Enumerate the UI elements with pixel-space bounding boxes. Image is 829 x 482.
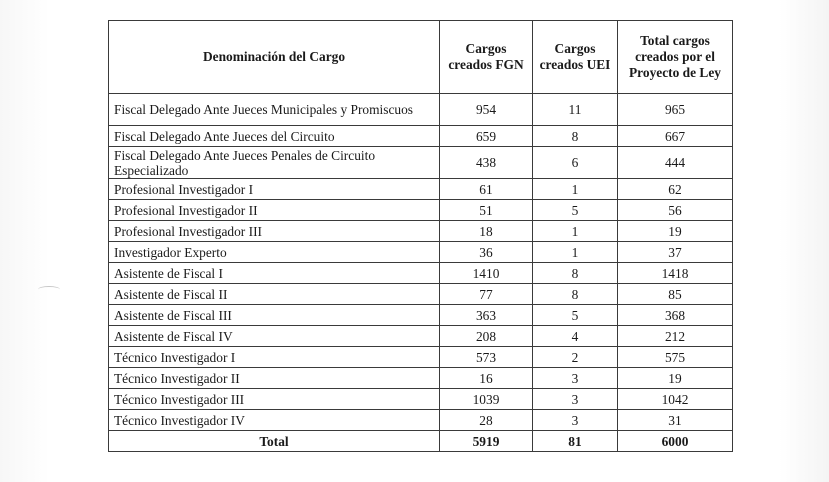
total-total: 6000 bbox=[618, 431, 733, 452]
table-row bbox=[109, 389, 733, 410]
cell-denominacion: Fiscal Delegado Ante Jueces Penales de Circuito Especializado bbox=[109, 147, 440, 179]
table-header-row bbox=[109, 21, 733, 94]
total-uei: 81 bbox=[533, 431, 618, 452]
cell-cargos-fgn: 438 bbox=[440, 147, 533, 179]
cell-denominacion: Profesional Investigador II bbox=[109, 200, 440, 221]
cell-total-cargos: 19 bbox=[618, 368, 733, 389]
cell-cargos-uei: 8 bbox=[533, 284, 618, 305]
cell-total-cargos: 1418 bbox=[618, 263, 733, 284]
table-row bbox=[109, 305, 733, 326]
cell-total-cargos: 31 bbox=[618, 410, 733, 431]
cell-cargos-fgn: 954 bbox=[440, 94, 533, 126]
cell-cargos-uei: 1 bbox=[533, 242, 618, 263]
cell-cargos-uei: 3 bbox=[533, 410, 618, 431]
cell-cargos-uei: 1 bbox=[533, 221, 618, 242]
cell-cargos-uei: 4 bbox=[533, 326, 618, 347]
cell-cargos-fgn: 61 bbox=[440, 179, 533, 200]
header-denominacion: Denominación del Cargo bbox=[109, 21, 440, 94]
cell-total-cargos: 368 bbox=[618, 305, 733, 326]
cell-denominacion: Técnico Investigador IV bbox=[109, 410, 440, 431]
cargos-table bbox=[108, 20, 733, 452]
cell-total-cargos: 19 bbox=[618, 221, 733, 242]
table-row bbox=[109, 179, 733, 200]
cell-cargos-uei: 2 bbox=[533, 347, 618, 368]
header-total-cargos: Total cargos creados por el Proyecto de Ley bbox=[618, 21, 733, 94]
cell-denominacion: Fiscal Delegado Ante Jueces Municipales y Promiscuos bbox=[109, 94, 440, 126]
cell-denominacion: Técnico Investigador III bbox=[109, 389, 440, 410]
cell-denominacion: Fiscal Delegado Ante Jueces del Circuito bbox=[109, 126, 440, 147]
cell-total-cargos: 667 bbox=[618, 126, 733, 147]
table-row bbox=[109, 242, 733, 263]
table-row bbox=[109, 284, 733, 305]
cell-cargos-uei: 3 bbox=[533, 389, 618, 410]
cell-total-cargos: 37 bbox=[618, 242, 733, 263]
table-row bbox=[109, 200, 733, 221]
cell-denominacion: Asistente de Fiscal III bbox=[109, 305, 440, 326]
cell-cargos-uei: 5 bbox=[533, 200, 618, 221]
table-row bbox=[109, 147, 733, 179]
cell-cargos-fgn: 573 bbox=[440, 347, 533, 368]
cell-cargos-uei: 8 bbox=[533, 263, 618, 284]
scan-mark bbox=[38, 286, 60, 293]
cell-total-cargos: 212 bbox=[618, 326, 733, 347]
cell-cargos-uei: 5 bbox=[533, 305, 618, 326]
table-row bbox=[109, 94, 733, 126]
cell-cargos-fgn: 18 bbox=[440, 221, 533, 242]
cell-denominacion: Asistente de Fiscal II bbox=[109, 284, 440, 305]
cell-total-cargos: 85 bbox=[618, 284, 733, 305]
cell-cargos-fgn: 51 bbox=[440, 200, 533, 221]
cell-denominacion: Investigador Experto bbox=[109, 242, 440, 263]
cell-cargos-uei: 11 bbox=[533, 94, 618, 126]
table-row bbox=[109, 326, 733, 347]
table-row bbox=[109, 263, 733, 284]
cell-denominacion: Técnico Investigador II bbox=[109, 368, 440, 389]
cell-cargos-fgn: 1410 bbox=[440, 263, 533, 284]
cell-cargos-fgn: 208 bbox=[440, 326, 533, 347]
cell-cargos-uei: 8 bbox=[533, 126, 618, 147]
cell-cargos-fgn: 1039 bbox=[440, 389, 533, 410]
cell-denominacion: Técnico Investigador I bbox=[109, 347, 440, 368]
cell-cargos-uei: 1 bbox=[533, 179, 618, 200]
cell-cargos-fgn: 36 bbox=[440, 242, 533, 263]
cell-denominacion: Profesional Investigador III bbox=[109, 221, 440, 242]
total-fgn: 5919 bbox=[440, 431, 533, 452]
cell-total-cargos: 444 bbox=[618, 147, 733, 179]
cell-total-cargos: 965 bbox=[618, 94, 733, 126]
header-cargos-uei: Cargos creados UEI bbox=[533, 21, 618, 94]
cell-denominacion: Asistente de Fiscal I bbox=[109, 263, 440, 284]
total-row bbox=[109, 431, 733, 452]
cell-total-cargos: 1042 bbox=[618, 389, 733, 410]
cell-cargos-fgn: 28 bbox=[440, 410, 533, 431]
cell-denominacion: Asistente de Fiscal IV bbox=[109, 326, 440, 347]
cell-cargos-fgn: 659 bbox=[440, 126, 533, 147]
cell-cargos-fgn: 16 bbox=[440, 368, 533, 389]
header-cargos-fgn: Cargos creados FGN bbox=[440, 21, 533, 94]
table-row bbox=[109, 221, 733, 242]
cell-cargos-uei: 3 bbox=[533, 368, 618, 389]
table-row bbox=[109, 126, 733, 147]
table-row bbox=[109, 368, 733, 389]
cut-off-text-line bbox=[150, 0, 750, 5]
cell-total-cargos: 62 bbox=[618, 179, 733, 200]
table-row bbox=[109, 347, 733, 368]
cell-total-cargos: 575 bbox=[618, 347, 733, 368]
total-label: Total bbox=[109, 431, 440, 452]
cell-cargos-fgn: 77 bbox=[440, 284, 533, 305]
cell-cargos-uei: 6 bbox=[533, 147, 618, 179]
cell-cargos-fgn: 363 bbox=[440, 305, 533, 326]
cell-denominacion: Profesional Investigador I bbox=[109, 179, 440, 200]
table-row bbox=[109, 410, 733, 431]
cell-total-cargos: 56 bbox=[618, 200, 733, 221]
